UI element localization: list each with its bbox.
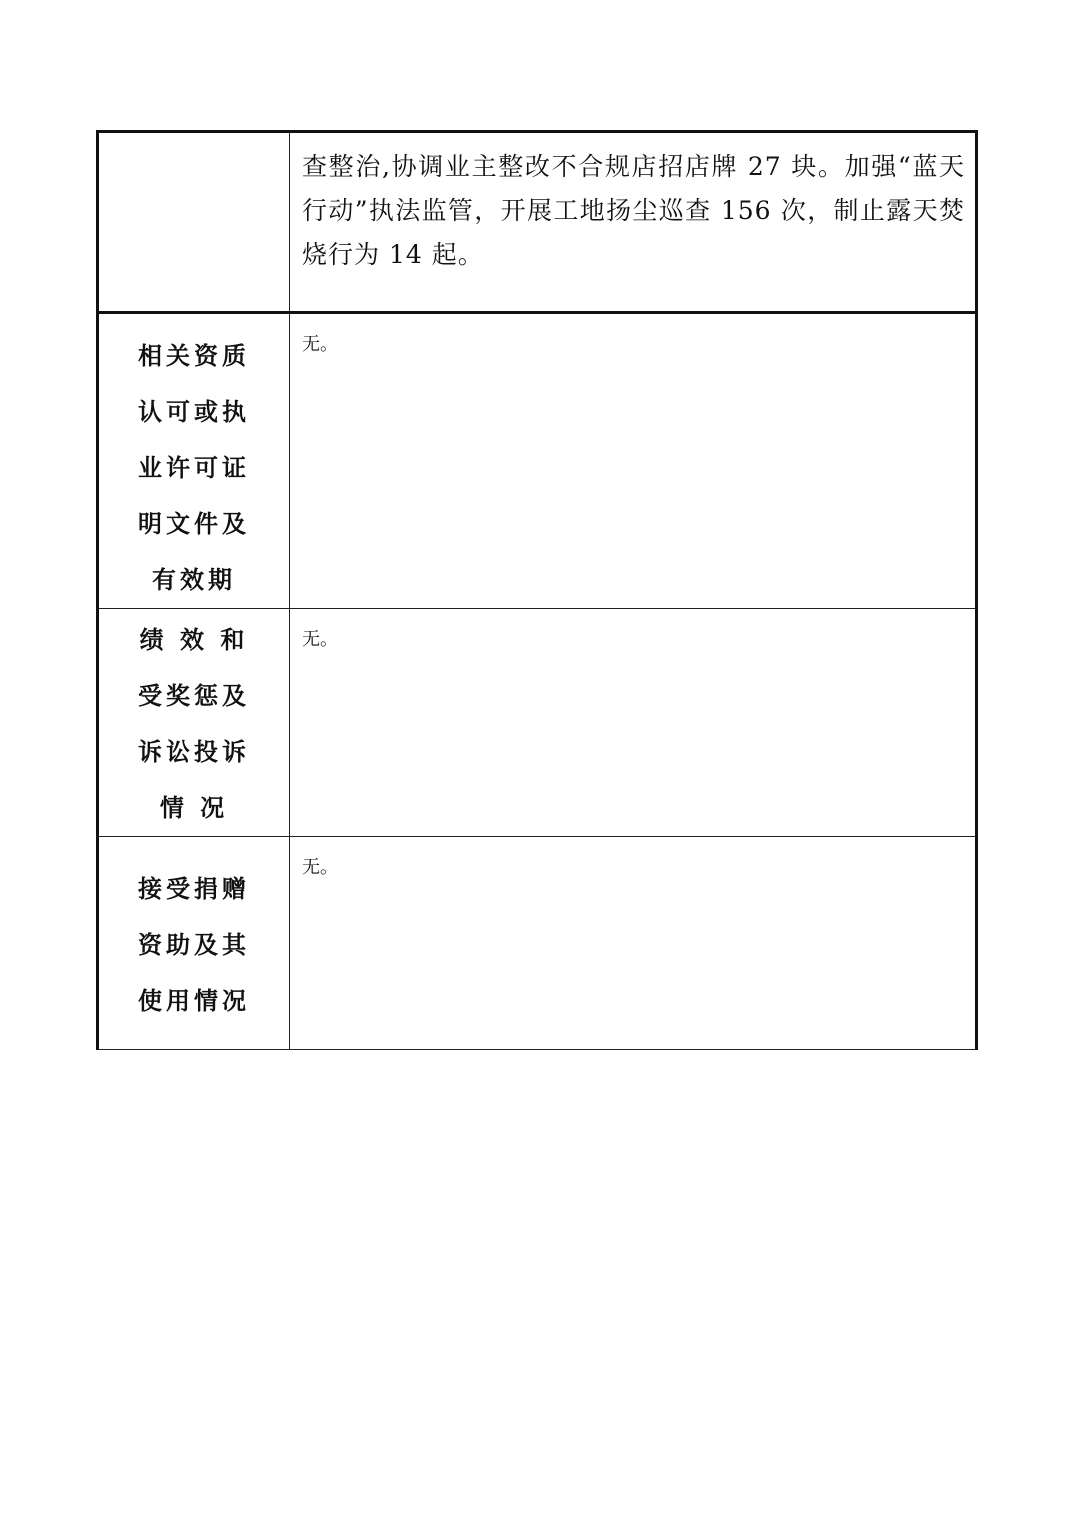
label-cell-donations xyxy=(98,837,290,1050)
label-line: 受奖惩及 xyxy=(138,682,250,710)
row-label xyxy=(99,609,289,836)
row-label xyxy=(99,314,289,608)
label-line: 认可或执 xyxy=(138,398,250,426)
label-line: 相关资质 xyxy=(138,342,250,370)
empty-label-cell xyxy=(98,132,290,313)
value-cell-performance xyxy=(290,609,977,837)
disclosure-table xyxy=(96,130,978,1050)
table-row xyxy=(98,132,977,313)
label-line: 业许可证 xyxy=(138,454,250,482)
value-cell-donations xyxy=(290,837,977,1050)
table-row xyxy=(98,837,977,1050)
label-line: 使用情况 xyxy=(138,987,250,1015)
cell-value: 无。 xyxy=(302,334,338,355)
label-cell-qualification xyxy=(98,313,290,609)
label-line: 接受捐赠 xyxy=(138,875,250,903)
label-line: 诉讼投诉 xyxy=(138,738,250,766)
label-line: 情 况 xyxy=(159,794,229,822)
continuation-paragraph: 查整治,协调业主整改不合规店招店牌 27 块。加强“蓝天行动”执法监管，开展工地扬尘巡查 156 次，制止露天焚烧行为 14 起。 xyxy=(302,152,965,269)
label-line: 绩 效 和 xyxy=(139,626,249,654)
table-row xyxy=(98,313,977,609)
cell-value: 无。 xyxy=(302,857,338,878)
cell-value: 无。 xyxy=(302,629,338,650)
row-label xyxy=(99,837,289,1029)
label-cell-performance xyxy=(98,609,290,837)
label-line: 有效期 xyxy=(152,566,236,594)
value-cell-qualification xyxy=(290,313,977,609)
label-line: 资助及其 xyxy=(138,931,250,959)
table-row xyxy=(98,609,977,837)
label-line: 明文件及 xyxy=(138,510,250,538)
content-cell xyxy=(290,132,977,313)
